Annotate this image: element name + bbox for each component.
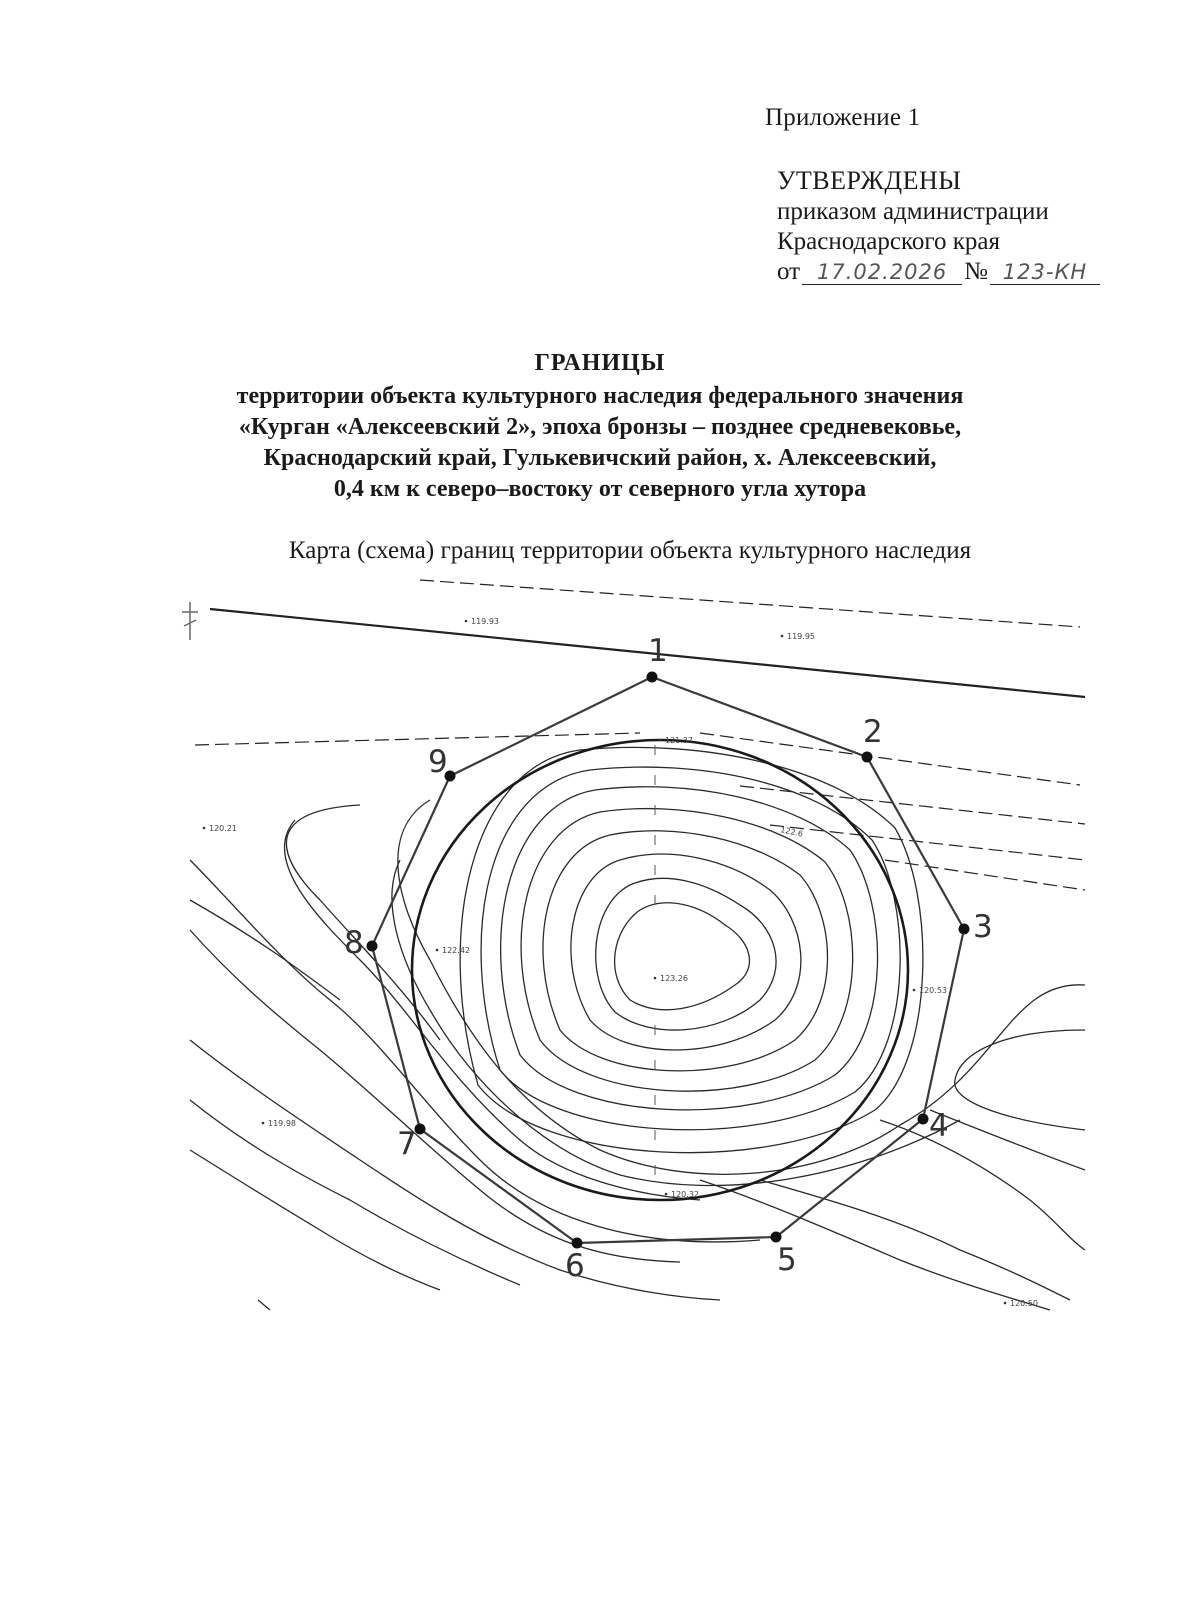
elevation-mark: 119.95 xyxy=(787,632,815,641)
point-label-8: 8 xyxy=(344,925,364,961)
title-line-2: «Курган «Алексеевский 2», эпоха бронзы – позднее средневековье, xyxy=(238,414,962,440)
point-label-4: 4 xyxy=(929,1108,949,1144)
elevation-mark: 120.21 xyxy=(209,824,237,833)
appendix-label: Приложение 1 xyxy=(765,104,921,131)
boundary-point-4 xyxy=(918,1114,929,1125)
contour-lines xyxy=(190,747,1085,1310)
point-label-7: 7 xyxy=(397,1126,417,1162)
approval-line-1: приказом администрации xyxy=(777,198,1049,225)
order-number-sign: № xyxy=(964,258,988,285)
point-label-9: 9 xyxy=(428,744,448,780)
point-label-3: 3 xyxy=(973,909,993,945)
document-title xyxy=(0,348,1200,505)
elevation-mark: 119.93 xyxy=(471,617,499,626)
boundary-point-5 xyxy=(771,1232,782,1243)
approved-heading: УТВЕРЖДЕНЫ xyxy=(777,166,962,195)
elevation-mark: 120.50 xyxy=(1010,1299,1038,1308)
elevation-marks xyxy=(203,617,1038,1308)
elevation-mark: 122.42 xyxy=(442,946,470,955)
boundary-point-2 xyxy=(862,752,873,763)
road-lines xyxy=(195,580,1085,890)
point-label-5: 5 xyxy=(777,1242,797,1278)
order-prefix: от xyxy=(777,258,801,285)
approval-line-2: Краснодарского края xyxy=(777,228,1000,255)
map-caption: Карта (схема) границ территории объекта культурного наследия xyxy=(288,537,972,564)
order-number: 123-КН xyxy=(990,260,1100,285)
elevation-mark: 120.53 xyxy=(919,986,947,995)
title-line-3: Краснодарский край, Гулькевичский район, х. Алексеевский, xyxy=(263,445,937,471)
point-label-1: 1 xyxy=(648,633,668,669)
title-line-1: территории объекта культурного наследия федерального значения xyxy=(236,383,964,409)
elevation-mark: 122.6 xyxy=(779,825,804,839)
boundary-point-labels xyxy=(344,633,993,1284)
boundary-point-6 xyxy=(572,1238,583,1249)
approval-block xyxy=(777,166,1100,287)
elevation-mark: 123.26 xyxy=(660,974,688,983)
boundary-map xyxy=(0,570,1200,1370)
elevation-mark: 119.98 xyxy=(268,1119,296,1128)
title-main: ГРАНИЦЫ xyxy=(534,350,666,376)
map-svg xyxy=(0,570,1200,1370)
boundary-point-3 xyxy=(959,924,970,935)
boundary-point-1 xyxy=(647,672,658,683)
elevation-mark: 120.32 xyxy=(671,1190,699,1199)
elevation-mark: 121.37 xyxy=(665,736,693,745)
point-label-2: 2 xyxy=(863,714,883,750)
point-label-6: 6 xyxy=(565,1248,585,1284)
north-arrow-icon xyxy=(182,602,198,640)
order-date: 17.02.2026 xyxy=(802,260,962,285)
boundary-point-8 xyxy=(367,941,378,952)
order-line xyxy=(777,257,1100,287)
title-line-4: 0,4 км к северо–востоку от северного угла хутора xyxy=(333,476,867,502)
